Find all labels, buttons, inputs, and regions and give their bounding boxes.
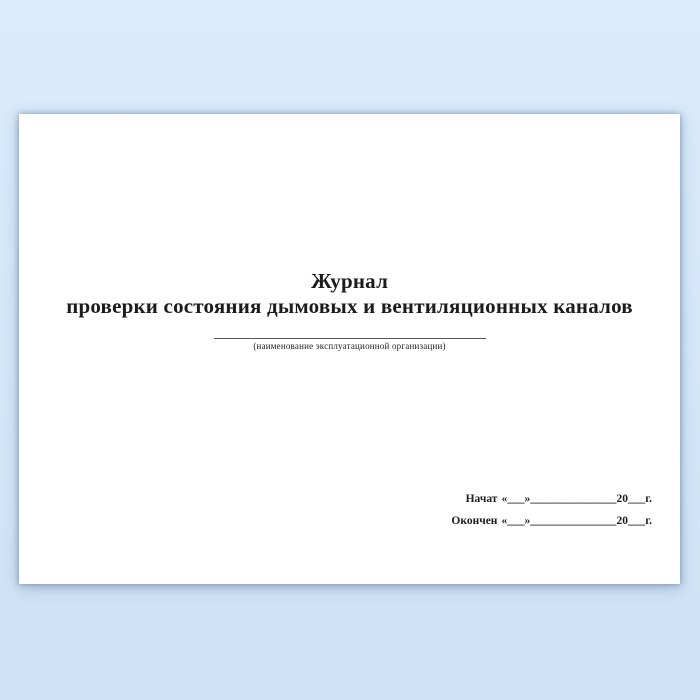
date-started-blanks: «___»_______________20___г.: [501, 493, 652, 505]
date-finished-label: Окончен: [451, 515, 498, 527]
dates-block: [451, 493, 652, 537]
journal-title-line1: Журнал: [310, 269, 389, 293]
journal-title-line2: проверки состояния дымовых и вентиляционных каналов: [66, 294, 633, 318]
organization-fill-line: [214, 338, 486, 339]
date-finished-row: [451, 515, 652, 528]
organization-block: [19, 338, 680, 351]
organization-caption: (наименование эксплуатационной организации): [253, 341, 446, 351]
journal-title: [19, 269, 680, 319]
date-started-label: Начат: [465, 493, 498, 505]
journal-cover-page: [19, 114, 680, 584]
date-started-row: [451, 493, 652, 506]
date-finished-blanks: «___»_______________20___г.: [501, 515, 652, 527]
